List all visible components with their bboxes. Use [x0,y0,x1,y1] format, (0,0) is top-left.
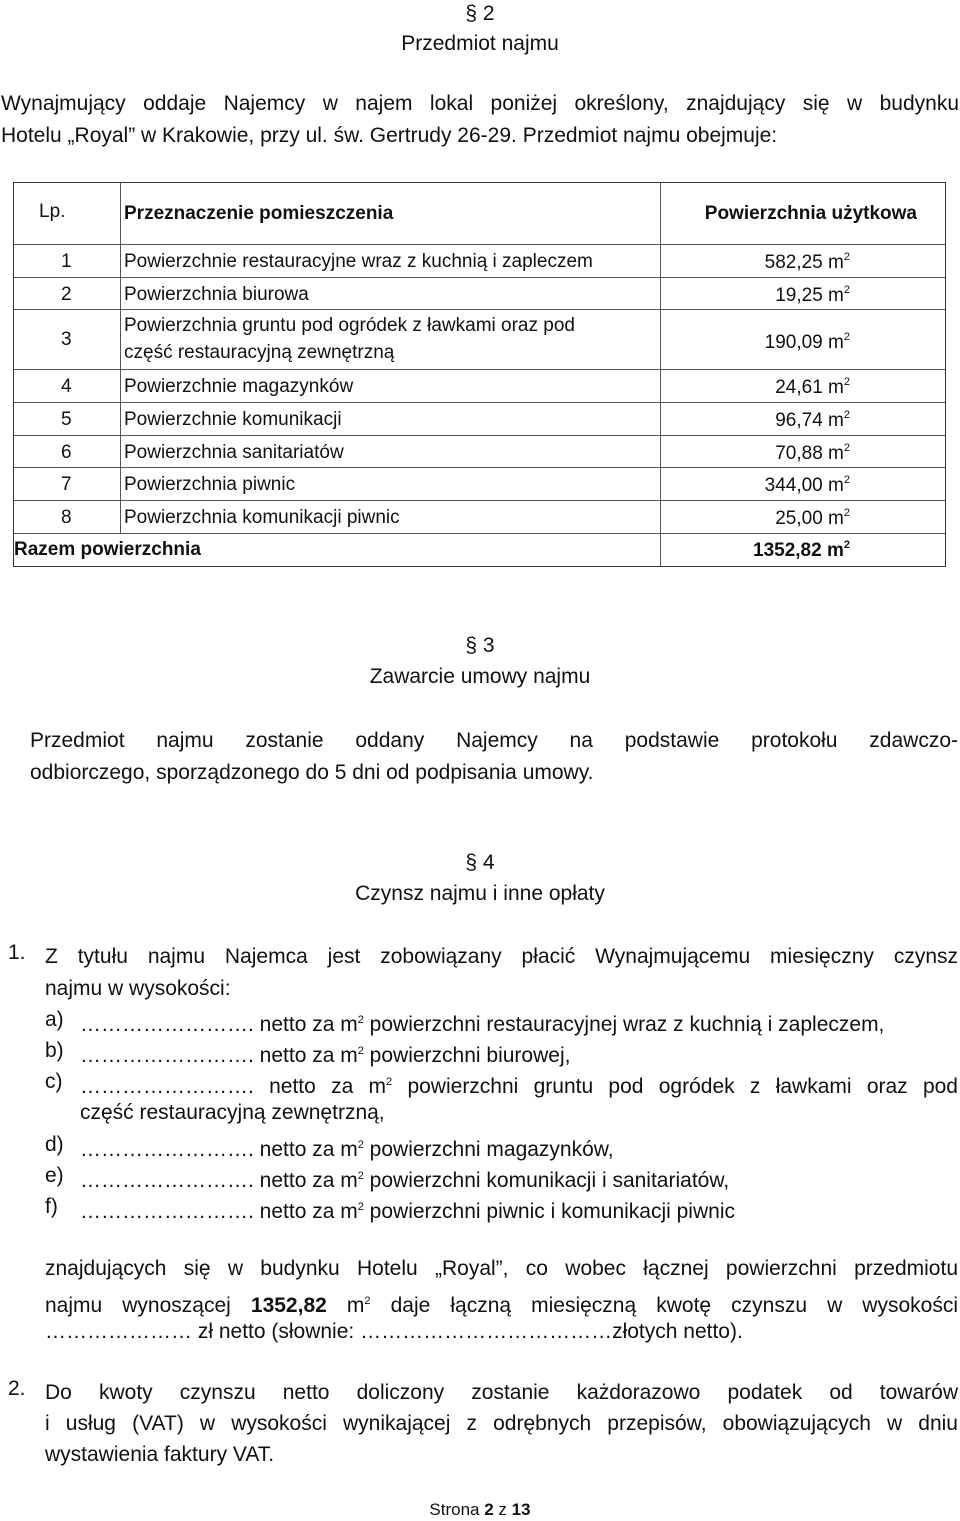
point-2-line-3: wystawienia faktury VAT. [45,1443,275,1466]
total-value: 1352,82 $m^2$ [753,539,850,561]
row-purpose: Powierzchnie komunikacji [124,409,342,430]
table-row [14,245,945,278]
premises-table [13,182,946,567]
point-2-line-1: Do kwoty czynszu netto doliczony zostanie każdorazowo podatek od towarów [45,1381,958,1404]
section-2-title: Przedmiot najmu [401,32,559,55]
table-total-row [14,534,945,566]
row-lp: 7 [61,474,72,495]
table-header-row [14,183,945,245]
row-area: 96,74 $m^2$ [775,409,850,431]
row-purpose: Powierzchnia piwnic [124,474,296,495]
table-row [14,436,945,468]
row-lp: 2 [61,284,72,305]
row-purpose: Powierzchnia sanitariatów [124,442,344,463]
point-2-number: 2. [8,1377,26,1400]
point-2-line-2: i usług (VAT) w wysokości wynikającej z odrębnych przepisów, obowiązujących w dniu [45,1412,958,1435]
table-row [14,468,945,501]
page-footer: Strona 2 z 13 [429,1500,531,1519]
row-purpose: Powierzchnie magazynków [124,376,354,397]
section-2-intro-line-1: Wynajmujący oddaje Najemcy w najem lokal poniżej określony, znajdujący się w budynku [1,92,959,115]
total-label: Razem powierzchnia [14,539,201,560]
row-area: 25,00 $m^2$ [775,507,850,529]
point-1-line-2: najmu w wysokości: [45,977,231,1000]
row-area: 19,25 $m^2$ [775,284,850,306]
header-lp: Lp. [39,201,66,222]
table-row [14,278,945,310]
row-lp: 6 [61,442,72,463]
row-purpose: Powierzchnia komunikacji piwnic [124,507,400,528]
section-3-title: Zawarcie umowy najmu [369,665,591,688]
column-divider-1 [120,183,121,533]
table-row [14,310,945,370]
section-4-title: Czynsz najmu i inne opłaty [355,882,605,905]
table-row [14,370,945,403]
section-2-heading: § 2 [465,2,495,25]
row-lp: 3 [61,329,72,350]
section-3-heading: § 3 [465,634,495,657]
row-lp: 5 [61,409,72,430]
section-3-text-line-1: Przedmiot najmu zostanie oddany Najemcy na podstawie protokołu zdawczo- [30,729,958,752]
row-area: 582,25 $m^2$ [764,251,850,273]
section-2-intro-line-2: Hotelu „Royal” w Krakowie, przy ul. św. Gertrudy 26-29. Przedmiot najmu obejmuje: [1,124,778,147]
row-purpose: Powierzchnia biurowa [124,284,309,305]
table-row [14,501,945,534]
row-area: 344,00 $m^2$ [764,474,850,496]
summary-line-3: ………………… zł netto (słownie: ………………………………złotych netto). [45,1320,743,1343]
row-lp: 4 [61,376,72,397]
header-purpose: Przeznaczenie pomieszczenia [124,203,394,224]
row-area: 70,88 $m^2$ [775,442,850,464]
row-lp: 8 [61,507,72,528]
summary-line-1: znajdujących się w budynku Hotelu „Royal”, co wobec łącznej powierzchni przedmiotu [45,1257,958,1280]
row-area: 190,09 $m^2$ [764,331,850,353]
row-purpose-line-2: część restauracyjną zewnętrzną [124,342,395,363]
row-purpose-line-1: Powierzchnia gruntu pod ogródek z ławkami oraz pod [124,315,575,336]
section-3-text-line-2: odbiorczego, sporządzonego do 5 dni od podpisania umowy. [30,761,594,784]
row-purpose: Powierzchnie restauracyjne wraz z kuchnią i zapleczem [124,251,593,272]
header-area: Powierzchnia użytkowa [704,203,917,224]
table-row [14,403,945,436]
column-divider-2 [660,183,661,566]
point-1-line-1: Z tytułu najmu Najemca jest zobowiązany płacić Wynajmującemu miesięczny czynsz [45,945,958,968]
row-lp: 1 [61,251,72,272]
section-4-heading: § 4 [465,851,495,874]
row-area: 24,61 $m^2$ [775,376,850,398]
point-1-number: 1. [8,941,26,964]
summary-line-2: najmu wynoszącej 1352,82 $m^2$ daje łączną miesięczną kwotę czynszu w wysokości [45,1294,958,1317]
